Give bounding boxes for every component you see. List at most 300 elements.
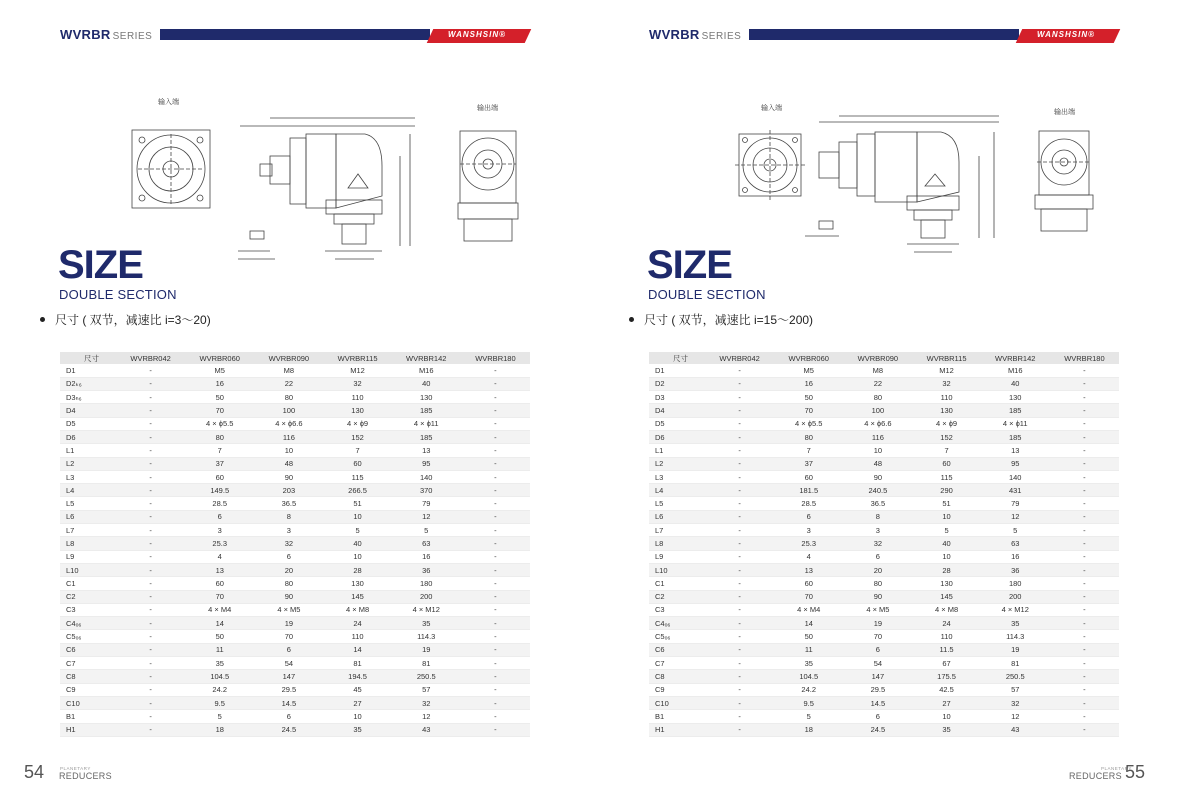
table-cell: 90 xyxy=(843,470,912,483)
table-cell: 8 xyxy=(843,510,912,523)
table-cell: 22 xyxy=(843,377,912,390)
table-cell: 79 xyxy=(981,497,1050,510)
table-cell: - xyxy=(1050,484,1119,497)
table-cell: 37 xyxy=(774,457,843,470)
table-row xyxy=(649,696,1119,709)
table-cell: 10 xyxy=(843,444,912,457)
table-cell: 50 xyxy=(774,391,843,404)
row-label: L7 xyxy=(60,524,116,537)
table-cell: 147 xyxy=(254,670,323,683)
table-row xyxy=(649,657,1119,670)
table-cell: 6 xyxy=(843,710,912,723)
table-cell: 60 xyxy=(774,470,843,483)
table-cell: 18 xyxy=(185,723,254,736)
table-cell: 29.5 xyxy=(843,683,912,696)
table-cell: 114.3 xyxy=(981,630,1050,643)
row-label: L8 xyxy=(649,537,705,550)
table-cell: 110 xyxy=(323,391,391,404)
table-cell: 16 xyxy=(774,377,843,390)
table-cell: - xyxy=(461,457,530,470)
right-page xyxy=(589,0,1178,800)
row-label: C3 xyxy=(60,603,116,616)
table-cell: - xyxy=(461,404,530,417)
table-cell: 20 xyxy=(843,563,912,576)
table-cell: 116 xyxy=(843,430,912,443)
row-label: C4ₒ₆ xyxy=(60,617,116,630)
table-row xyxy=(60,696,530,709)
table-cell: 24.5 xyxy=(254,723,323,736)
table-cell: 4 × M8 xyxy=(912,603,980,616)
table-cell: 140 xyxy=(392,470,461,483)
table-cell: - xyxy=(461,430,530,443)
table-cell: 4 × M5 xyxy=(254,603,323,616)
table-cell: - xyxy=(116,484,185,497)
table-cell: 37 xyxy=(185,457,254,470)
table-cell: 48 xyxy=(843,457,912,470)
table-cell: - xyxy=(705,484,774,497)
table-cell: - xyxy=(461,484,530,497)
table-cell: 36 xyxy=(981,563,1050,576)
table-cell: 28 xyxy=(323,563,391,576)
table-cell: 90 xyxy=(254,590,323,603)
table-row xyxy=(649,470,1119,483)
row-label: L6 xyxy=(649,510,705,523)
table-cell: - xyxy=(461,603,530,616)
series-label: WVRBR SERIES xyxy=(60,27,153,42)
table-row xyxy=(649,497,1119,510)
table-cell: 290 xyxy=(912,484,980,497)
table-cell: 4 × M5 xyxy=(843,603,912,616)
table-cell: - xyxy=(1050,630,1119,643)
column-header: WVRBR042 xyxy=(116,352,185,364)
table-cell: - xyxy=(116,470,185,483)
table-cell: 147 xyxy=(843,670,912,683)
table-cell: 63 xyxy=(392,537,461,550)
table-cell: - xyxy=(1050,617,1119,630)
table-cell: - xyxy=(1050,696,1119,709)
table-cell: 5 xyxy=(323,524,391,537)
table-cell: M5 xyxy=(185,364,254,377)
input-label: 输入端 xyxy=(158,98,179,106)
table-cell: 19 xyxy=(843,617,912,630)
table-row xyxy=(60,457,530,470)
table-cell: 60 xyxy=(912,457,980,470)
table-cell: 4 xyxy=(774,550,843,563)
table-cell: 4 × ϕ5.5 xyxy=(185,417,254,430)
table-cell: 60 xyxy=(323,457,391,470)
table-cell: - xyxy=(116,457,185,470)
table-cell: - xyxy=(116,430,185,443)
table-cell: - xyxy=(116,643,185,656)
table-cell: - xyxy=(116,537,185,550)
row-label: L3 xyxy=(649,470,705,483)
table-cell: 149.5 xyxy=(185,484,254,497)
table-cell: - xyxy=(1050,643,1119,656)
row-label: L9 xyxy=(649,550,705,563)
table-cell: 35 xyxy=(912,723,980,736)
table-cell: 22 xyxy=(254,377,323,390)
table-row xyxy=(60,670,530,683)
table-cell: 24.2 xyxy=(774,683,843,696)
table-row xyxy=(649,710,1119,723)
table-cell: - xyxy=(1050,590,1119,603)
table-cell: 130 xyxy=(981,391,1050,404)
row-label: D1 xyxy=(60,364,116,377)
table-cell: - xyxy=(461,497,530,510)
technical-drawing xyxy=(709,96,1129,271)
table-row xyxy=(60,563,530,576)
row-label: C10 xyxy=(60,696,116,709)
table-cell: 35 xyxy=(981,617,1050,630)
table-cell: 80 xyxy=(254,391,323,404)
table-cell: 10 xyxy=(323,710,391,723)
table-cell: 12 xyxy=(392,710,461,723)
table-cell: 130 xyxy=(392,391,461,404)
table-row xyxy=(649,617,1119,630)
table-row xyxy=(60,510,530,523)
row-label: C4ₒ₆ xyxy=(649,617,705,630)
table-cell: 70 xyxy=(843,630,912,643)
table-cell: 40 xyxy=(912,537,980,550)
column-header: WVRBR180 xyxy=(1050,352,1119,364)
table-cell: 80 xyxy=(254,577,323,590)
page-number: 54 xyxy=(24,762,45,782)
table-cell: 180 xyxy=(392,577,461,590)
table-cell: 32 xyxy=(392,696,461,709)
table-cell: - xyxy=(705,590,774,603)
table-cell: 19 xyxy=(392,643,461,656)
table-cell: - xyxy=(116,577,185,590)
table-cell: 12 xyxy=(981,510,1050,523)
table-cell: 70 xyxy=(254,630,323,643)
table-row xyxy=(60,603,530,616)
table-cell: 24.2 xyxy=(185,683,254,696)
page-subtitle: DOUBLE SECTION xyxy=(648,287,766,302)
table-cell: 70 xyxy=(774,404,843,417)
row-label: C10 xyxy=(649,696,705,709)
table-cell: 40 xyxy=(981,377,1050,390)
table-row xyxy=(649,457,1119,470)
table-cell: 36.5 xyxy=(843,497,912,510)
row-label: L7 xyxy=(649,524,705,537)
table-cell: - xyxy=(461,470,530,483)
table-cell: 80 xyxy=(843,577,912,590)
table-cell: 14.5 xyxy=(843,696,912,709)
column-header: 尺寸 xyxy=(649,352,705,364)
table-cell: 13 xyxy=(392,444,461,457)
row-label: C2 xyxy=(649,590,705,603)
table-cell: 80 xyxy=(185,430,254,443)
table-cell: 32 xyxy=(254,537,323,550)
table-row xyxy=(60,630,530,643)
table-cell: 32 xyxy=(981,696,1050,709)
table-cell: 29.5 xyxy=(254,683,323,696)
table-cell: - xyxy=(461,510,530,523)
table-row xyxy=(649,484,1119,497)
table-cell: 3 xyxy=(185,524,254,537)
table-cell: 100 xyxy=(254,404,323,417)
row-label: D4 xyxy=(60,404,116,417)
table-cell: M8 xyxy=(254,364,323,377)
table-cell: - xyxy=(116,444,185,457)
table-cell: 5 xyxy=(185,710,254,723)
table-cell: 40 xyxy=(392,377,461,390)
page-title: SIZE xyxy=(58,243,143,287)
table-cell: 145 xyxy=(912,590,980,603)
table-row xyxy=(649,723,1119,736)
row-label: L4 xyxy=(649,484,705,497)
table-row xyxy=(60,710,530,723)
table-cell: 6 xyxy=(254,550,323,563)
table-row xyxy=(60,377,530,390)
table-cell: 140 xyxy=(981,470,1050,483)
footer-caption: REDUCERS xyxy=(1069,771,1122,781)
table-cell: - xyxy=(705,630,774,643)
table-cell: - xyxy=(1050,603,1119,616)
table-cell: 35 xyxy=(323,723,391,736)
table-row xyxy=(60,537,530,550)
header-bar xyxy=(160,29,430,40)
table-cell: 60 xyxy=(185,577,254,590)
table-cell: 50 xyxy=(185,391,254,404)
table-cell: - xyxy=(1050,683,1119,696)
table-cell: 60 xyxy=(185,470,254,483)
table-cell: 4 × ϕ9 xyxy=(912,417,980,430)
table-cell: - xyxy=(116,723,185,736)
table-cell: 4 × M4 xyxy=(774,603,843,616)
table-cell: 4 × ϕ5.5 xyxy=(774,417,843,430)
header-bar xyxy=(749,29,1019,40)
table-cell: - xyxy=(116,550,185,563)
table-cell: - xyxy=(461,617,530,630)
table-cell: 54 xyxy=(254,657,323,670)
table-cell: - xyxy=(705,470,774,483)
table-cell: 42.5 xyxy=(912,683,980,696)
table-cell: M5 xyxy=(774,364,843,377)
table-cell: - xyxy=(461,723,530,736)
table-cell: 95 xyxy=(981,457,1050,470)
table-cell: 116 xyxy=(254,430,323,443)
table-cell: 4 × M12 xyxy=(392,603,461,616)
table-cell: - xyxy=(705,657,774,670)
table-row xyxy=(60,590,530,603)
table-cell: - xyxy=(116,497,185,510)
table-cell: - xyxy=(116,524,185,537)
table-row xyxy=(649,630,1119,643)
table-cell: 36 xyxy=(392,563,461,576)
table-cell: - xyxy=(705,510,774,523)
table-cell: 110 xyxy=(912,630,980,643)
row-label: C9 xyxy=(649,683,705,696)
table-row xyxy=(649,510,1119,523)
table-row xyxy=(649,563,1119,576)
table-cell: - xyxy=(1050,470,1119,483)
table-cell: 240.5 xyxy=(843,484,912,497)
table-row xyxy=(649,603,1119,616)
table-cell: 32 xyxy=(323,377,391,390)
table-cell: 11 xyxy=(774,643,843,656)
table-row xyxy=(60,577,530,590)
column-header: WVRBR180 xyxy=(461,352,530,364)
table-cell: 250.5 xyxy=(392,670,461,683)
table-cell: 32 xyxy=(912,377,980,390)
column-header: 尺寸 xyxy=(60,352,116,364)
column-header: WVRBR090 xyxy=(843,352,912,364)
table-cell: - xyxy=(705,444,774,457)
table-cell: - xyxy=(116,590,185,603)
table-cell: 51 xyxy=(912,497,980,510)
table-cell: - xyxy=(1050,657,1119,670)
table-cell: 14 xyxy=(185,617,254,630)
table-cell: 79 xyxy=(392,497,461,510)
table-cell: 43 xyxy=(981,723,1050,736)
table-cell: 90 xyxy=(254,470,323,483)
table-cell: - xyxy=(705,497,774,510)
row-label: L5 xyxy=(60,497,116,510)
table-cell: 180 xyxy=(981,577,1050,590)
table-cell: 10 xyxy=(323,550,391,563)
table-cell: - xyxy=(1050,444,1119,457)
table-cell: 145 xyxy=(323,590,391,603)
row-label: C8 xyxy=(60,670,116,683)
row-label: H1 xyxy=(60,723,116,736)
table-cell: 370 xyxy=(392,484,461,497)
table-row xyxy=(649,537,1119,550)
table-cell: - xyxy=(116,657,185,670)
row-label: L2 xyxy=(649,457,705,470)
table-cell: 5 xyxy=(912,524,980,537)
table-cell: 6 xyxy=(774,510,843,523)
table-cell: - xyxy=(461,590,530,603)
table-cell: 13 xyxy=(981,444,1050,457)
table-cell: - xyxy=(1050,550,1119,563)
table-cell: - xyxy=(705,537,774,550)
table-cell: 3 xyxy=(254,524,323,537)
table-cell: M16 xyxy=(392,364,461,377)
row-label: D6 xyxy=(60,430,116,443)
table-cell: - xyxy=(461,577,530,590)
page-title: SIZE xyxy=(647,243,732,287)
table-row xyxy=(649,430,1119,443)
table-cell: 4 × ϕ11 xyxy=(392,417,461,430)
table-cell: 104.5 xyxy=(185,670,254,683)
table-cell: 185 xyxy=(392,404,461,417)
table-cell: 10 xyxy=(323,510,391,523)
table-cell: - xyxy=(705,563,774,576)
table-cell: 8 xyxy=(254,510,323,523)
row-label: C2 xyxy=(60,590,116,603)
table-cell: - xyxy=(461,630,530,643)
table-row xyxy=(60,683,530,696)
table-row xyxy=(60,617,530,630)
table-row xyxy=(60,430,530,443)
table-row xyxy=(649,444,1119,457)
table-cell: 28.5 xyxy=(774,497,843,510)
table-cell: 6 xyxy=(843,550,912,563)
table-row xyxy=(60,444,530,457)
table-cell: - xyxy=(1050,670,1119,683)
bullet-icon xyxy=(629,317,634,322)
table-cell: 4 × ϕ6.6 xyxy=(254,417,323,430)
row-label: D5 xyxy=(60,417,116,430)
table-cell: - xyxy=(116,510,185,523)
table-cell: - xyxy=(1050,417,1119,430)
table-cell: 12 xyxy=(392,510,461,523)
table-cell: 90 xyxy=(843,590,912,603)
column-header: WVRBR115 xyxy=(912,352,980,364)
table-cell: 13 xyxy=(774,563,843,576)
table-cell: 4 × M4 xyxy=(185,603,254,616)
table-cell: 81 xyxy=(392,657,461,670)
table-cell: 48 xyxy=(254,457,323,470)
row-label: D6 xyxy=(649,430,705,443)
row-label: L5 xyxy=(649,497,705,510)
table-cell: 185 xyxy=(981,430,1050,443)
table-cell: 7 xyxy=(912,444,980,457)
table-cell: 43 xyxy=(392,723,461,736)
table-cell: 7 xyxy=(323,444,391,457)
row-label: D5 xyxy=(649,417,705,430)
table-cell: 40 xyxy=(323,537,391,550)
table-row xyxy=(649,643,1119,656)
table-cell: 50 xyxy=(185,630,254,643)
table-row xyxy=(649,683,1119,696)
row-label: H1 xyxy=(649,723,705,736)
table-cell: - xyxy=(1050,710,1119,723)
table-row xyxy=(649,404,1119,417)
table-cell: - xyxy=(705,391,774,404)
table-cell: - xyxy=(1050,497,1119,510)
table-cell: - xyxy=(1050,391,1119,404)
table-row xyxy=(60,364,530,377)
table-cell: 19 xyxy=(981,643,1050,656)
table-row xyxy=(60,391,530,404)
table-cell: - xyxy=(705,683,774,696)
table-cell: 70 xyxy=(185,404,254,417)
table-cell: 80 xyxy=(774,430,843,443)
table-cell: 19 xyxy=(254,617,323,630)
table-cell: 57 xyxy=(392,683,461,696)
column-header: WVRBR142 xyxy=(392,352,461,364)
table-cell: 9.5 xyxy=(185,696,254,709)
table-cell: 11.5 xyxy=(912,643,980,656)
table-row xyxy=(60,417,530,430)
table-cell: 250.5 xyxy=(981,670,1050,683)
table-cell: - xyxy=(461,643,530,656)
table-cell: 11 xyxy=(185,643,254,656)
table-cell: 12 xyxy=(981,710,1050,723)
row-label: L4 xyxy=(60,484,116,497)
table-row xyxy=(649,377,1119,390)
table-cell: 130 xyxy=(323,404,391,417)
table-row xyxy=(60,550,530,563)
table-cell: - xyxy=(461,657,530,670)
table-row xyxy=(649,590,1119,603)
column-header: WVRBR042 xyxy=(705,352,774,364)
table-cell: 175.5 xyxy=(912,670,980,683)
table-cell: 13 xyxy=(185,563,254,576)
size-table xyxy=(60,352,530,737)
table-cell: 3 xyxy=(774,524,843,537)
table-cell: - xyxy=(705,377,774,390)
table-cell: 4 xyxy=(185,550,254,563)
table-cell: - xyxy=(1050,723,1119,736)
table-cell: - xyxy=(1050,457,1119,470)
table-cell: 25.3 xyxy=(185,537,254,550)
table-cell: 60 xyxy=(774,577,843,590)
table-cell: - xyxy=(461,550,530,563)
table-cell: - xyxy=(461,537,530,550)
